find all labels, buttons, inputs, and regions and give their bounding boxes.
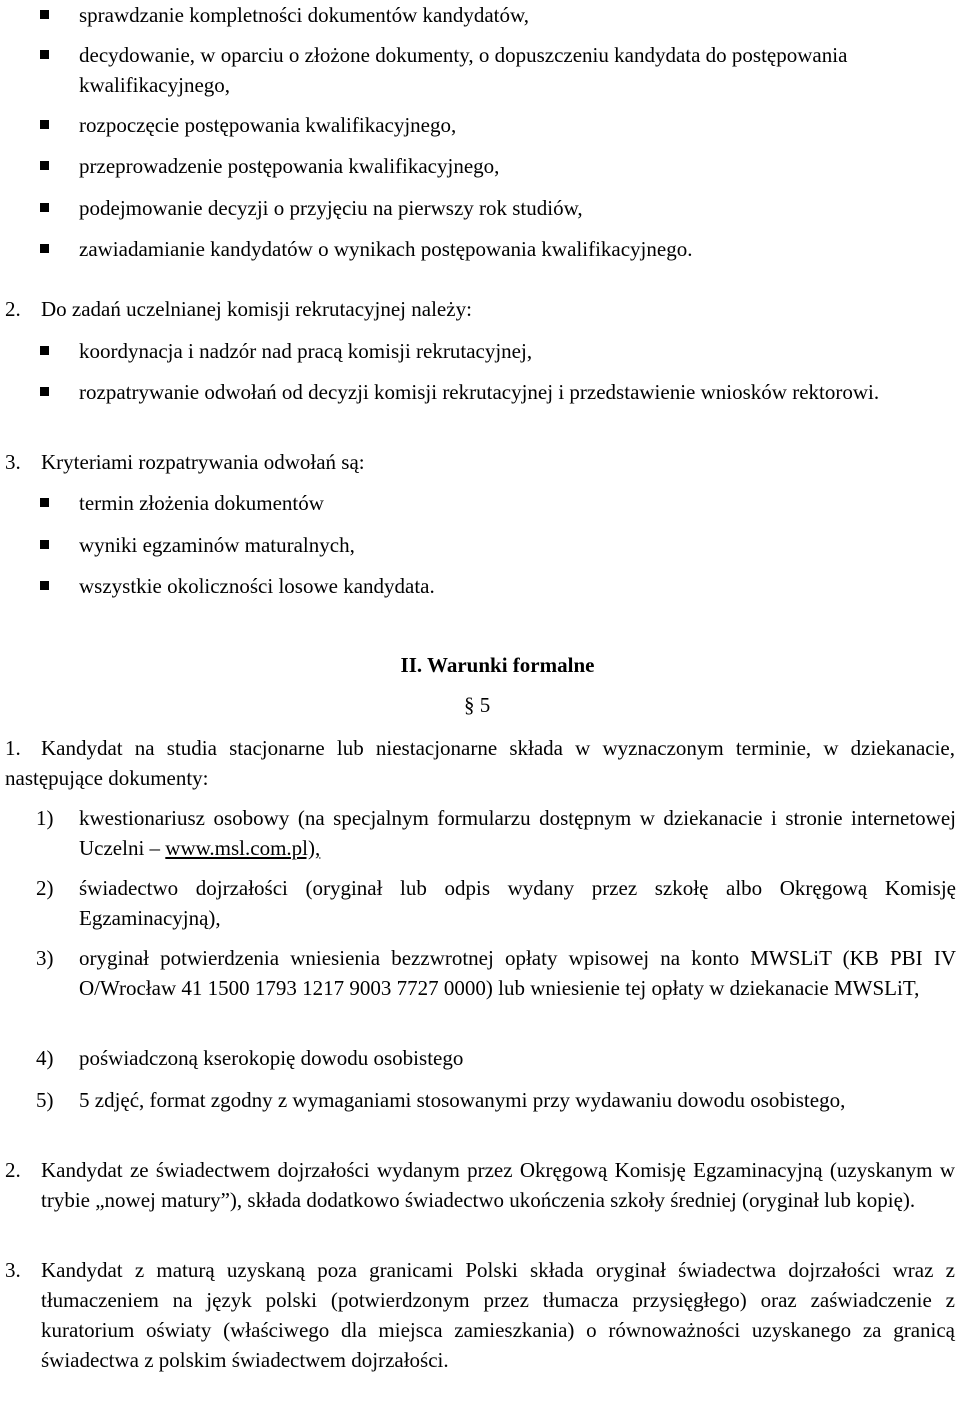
paragraph-number: 2. (5, 297, 21, 321)
list-item-text: wyniki egzaminów maturalnych, (79, 533, 355, 557)
list-item-text: zawiadamianie kandydatów o wynikach postępowania kwalifikacyjnego. (79, 237, 693, 261)
square-bullet-icon (40, 161, 49, 170)
sub-item-number: 5) (36, 1088, 54, 1112)
square-bullet-icon (40, 203, 49, 212)
square-bullet-icon (40, 10, 49, 19)
sub-item-text: oryginał potwierdzenia wniesienia bezzwrotnej opłaty wpisowej na konto MWSLiT (KB PBI IV O/Wrocław 41 1500 1793 1217 9003 7727 0000) lub wniesienie tej opłaty w dziekanacie MWSLiT, (79, 946, 956, 1000)
square-bullet-icon (40, 581, 49, 590)
list-item-text: wszystkie okoliczności losowe kandydata. (79, 574, 435, 598)
paragraph-number: 2. (5, 1158, 21, 1182)
square-bullet-icon (40, 244, 49, 253)
paragraph-number: 3. (5, 450, 21, 474)
sub-item-text-content: kwestionariusz osobowy (na specjalnym formularzu dostępnym w dziekanacie i stronie internetowej Uczelni – (79, 806, 956, 860)
paragraph-number: 1. (5, 736, 21, 760)
square-bullet-icon (40, 120, 49, 129)
sub-item-number: 4) (36, 1046, 54, 1070)
website-link[interactable]: www.msl.com.pl), (165, 836, 321, 860)
paragraph-sign: § 5 (464, 693, 491, 717)
square-bullet-icon (40, 50, 49, 59)
section-heading (0, 650, 960, 680)
sub-item-text: 5 zdjęć, format zgodny z wymaganiami stosowanymi przy wydawaniu dowodu osobistego, (79, 1088, 846, 1112)
paragraph-text: Kandydat ze świadectwem dojrzałości wydanym przez Okręgową Komisję Egzaminacyjną (uzyskanym w trybie „nowej matury”), składa dodatkowo świadectwo ukończenia szkoły średniej (oryginał lub kopię). (41, 1158, 955, 1212)
list-item-text: sprawdzanie kompletności dokumentów kandydatów, (79, 3, 530, 27)
list-item-text: koordynacja i nadzór nad pracą komisji rekrutacyjnej, (79, 339, 533, 363)
square-bullet-icon (40, 498, 49, 507)
list-item-text: decydowanie, w oparciu o złożone dokumenty, o dopuszczeniu kandydata do postępowania kwalifikacyjnego, (79, 43, 848, 97)
list-item-text: podejmowanie decyzji o przyjęciu na pierwszy rok studiów, (79, 196, 583, 220)
paragraph-text: Kandydat z maturą uzyskaną poza granicami Polski składa oryginał świadectwa dojrzałości wraz z tłumaczeniem na język polski (potwierdzonym przez tłumacza przysięgłego) oraz zaświadczenie z kuratorium oświaty (właściwego dla miejsca zamieszkania) o równoważności uzyskanego za granicą świadectwa z polskim świadectwem dojrzałości. (41, 1258, 955, 1372)
sub-item-text: poświadczoną kserokopię dowodu osobistego (79, 1046, 464, 1070)
list-item-text: rozpoczęcie postępowania kwalifikacyjnego, (79, 113, 457, 137)
paragraph-text (5, 733, 955, 793)
paragraph-text: Do zadań uczelnianej komisji rekrutacyjnej należy: (41, 297, 472, 321)
list-item-text: przeprowadzenie postępowania kwalifikacyjnego, (79, 154, 500, 178)
sub-item-number: 2) (36, 876, 54, 900)
paragraph-number: 3. (5, 1258, 21, 1282)
section-heading-text: II. Warunki formalne (400, 653, 595, 677)
sub-item-number: 3) (36, 946, 54, 970)
list-item-text: rozpatrywanie odwołań od decyzji komisji rekrutacyjnej i przedstawienie wniosków rektorowi. (79, 380, 880, 404)
sub-item-text (79, 803, 956, 863)
square-bullet-icon (40, 346, 49, 355)
sub-item-text: świadectwo dojrzałości (oryginał lub odpis wydany przez szkołę albo Okręgową Komisję Egzaminacyjną), (79, 876, 956, 930)
sub-item-number: 1) (36, 806, 54, 830)
list-item-text: termin złożenia dokumentów (79, 491, 324, 515)
paragraph-text-content: Kandydat na studia stacjonarne lub niestacjonarne składa w wyznaczonym terminie, w dziekanacie, następujące dokumenty: (5, 736, 955, 790)
square-bullet-icon (40, 387, 49, 396)
square-bullet-icon (40, 540, 49, 549)
paragraph-text: Kryteriami rozpatrywania odwołań są: (41, 450, 365, 474)
